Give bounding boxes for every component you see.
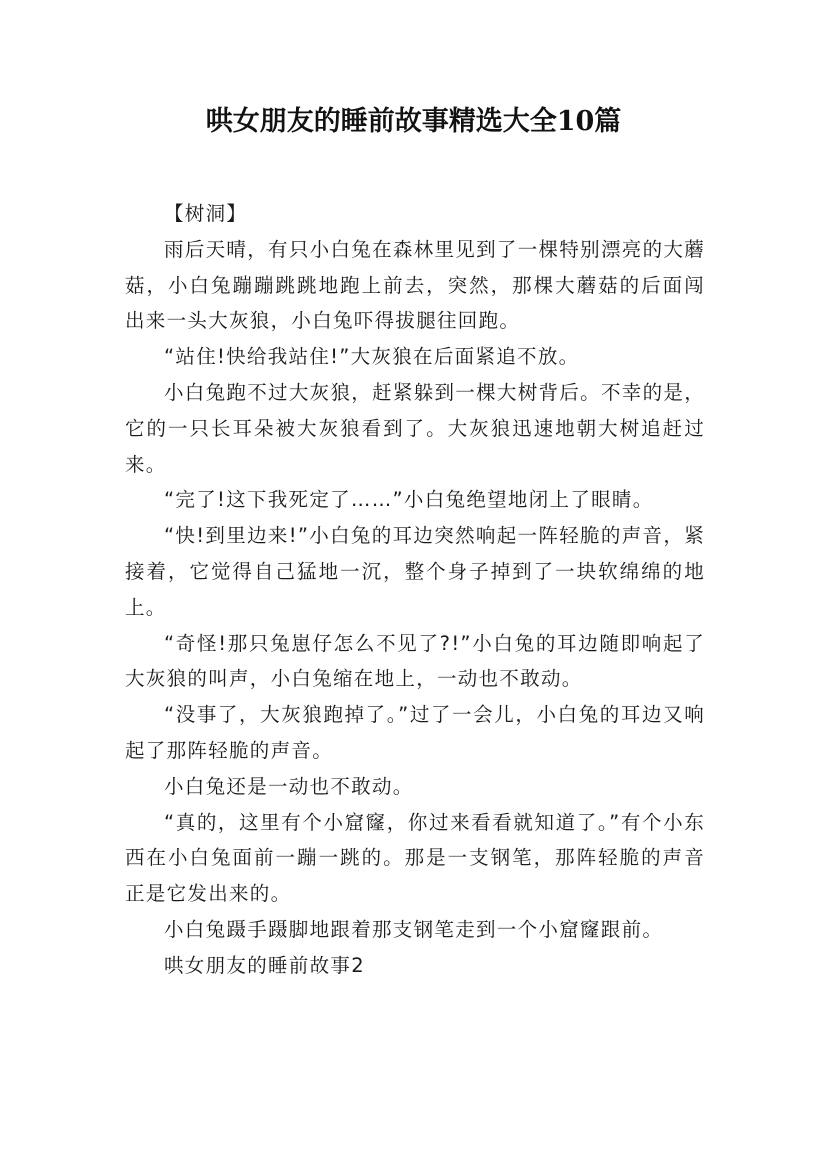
paragraph: 雨后天晴，有只小白兔在森林里见到了一棵特别漂亮的大蘑菇，小白兔蹦蹦跳跳地跑上前去，突然，那棵大蘑菇的后面闯出来一头大灰狼，小白兔吓得拔腿往回跑。 bbox=[125, 237, 705, 333]
paragraph: 小白兔跑不过大灰狼，赶紧躲到一棵大树背后。不幸的是，它的一只长耳朵被大灰狼看到了。大灰狼迅速地朝大树追赶过来。 bbox=[125, 380, 705, 476]
paragraph: “真的，这里有个小窟窿，你过来看看就知道了。”有个小东西在小白兔面前一蹦一跳的。那是一支钢笔，那阵轻脆的声音正是它发出来的。 bbox=[125, 810, 705, 906]
paragraph: “完了!这下我死定了……”小白兔绝望地闭上了眼睛。 bbox=[164, 488, 654, 512]
document-title: 哄女朋友的睡前故事精选大全10篇 bbox=[205, 106, 622, 137]
document-body bbox=[125, 196, 705, 984]
paragraph: “奇怪!那只兔崽仔怎么不见了?!”小白兔的耳边随即响起了大灰狼的叫声，小白兔缩在地上，一动也不敢动。 bbox=[125, 631, 705, 691]
paragraph: “没事了，大灰狼跑掉了。”过了一会儿，小白兔的耳边又响起了那阵轻脆的声音。 bbox=[125, 703, 705, 762]
paragraph: 小白兔还是一动也不敢动。 bbox=[164, 774, 414, 798]
paragraph: “站住!快给我站住!”大灰狼在后面紧追不放。 bbox=[164, 345, 580, 369]
next-story-heading: 哄女朋友的睡前故事2 bbox=[164, 953, 365, 977]
paragraph: “快!到里边来!”小白兔的耳边突然响起一阵轻脆的声音，紧接着，它觉得自己猛地一沉，整个身子掉到了一块软绵绵的地上。 bbox=[125, 524, 705, 619]
paragraph: 小白兔蹑手蹑脚地跟着那支钢笔走到一个小窟窿跟前。 bbox=[164, 917, 664, 941]
section-heading: 【树洞】 bbox=[164, 202, 248, 225]
